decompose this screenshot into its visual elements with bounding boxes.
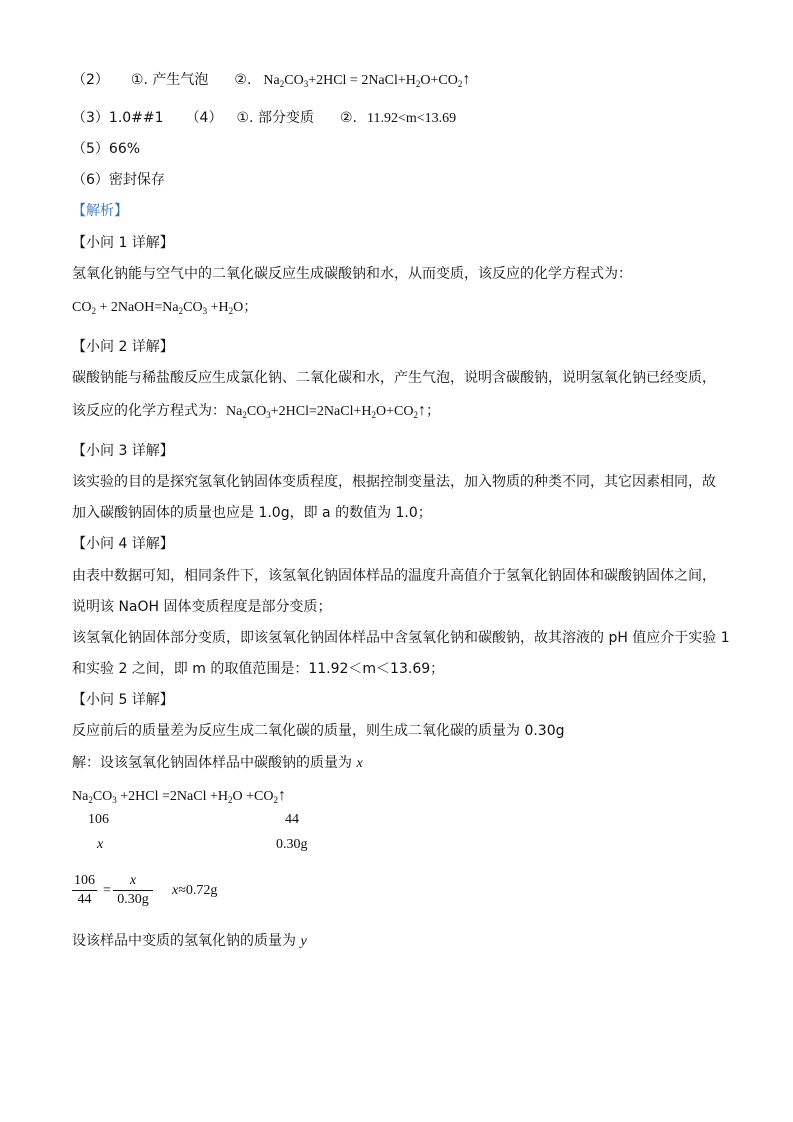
section-4-paragraph-3: 该氢氧化钠固体部分变质，即该氢氧化钠固体样品中含氢氧化钠和碳酸钠，故其溶液的 pH 值应介于实验 1 — [72, 630, 730, 646]
section-1-equation: $CO_2$ + $2NaOH=Na_2CO_3 +H_2O$； — [72, 300, 258, 316]
section-2-heading: 【小问 2 详解】 — [72, 339, 174, 355]
gas-arrow-icon: ↑ — [277, 787, 286, 804]
section-4-paragraph-2: 说明该 NaOH 固体变质程度是部分变质； — [72, 599, 332, 615]
answer-2-choice2-mark: ②. — [234, 72, 252, 88]
answer-4-choice1-mark: ①. — [236, 110, 254, 126]
molar-mass-na2co3: 106 — [88, 812, 109, 827]
section-3-paragraph-2: 加入碳酸钠固体的质量也应是 1.0g，即 a 的数值为 1.0； — [72, 505, 432, 521]
answer-2-choice1-text: 产生气泡 — [152, 72, 209, 88]
answer-4-number: （4） — [185, 110, 223, 126]
equals-sign: = — [103, 883, 111, 898]
section-1-heading: 【小问 1 详解】 — [72, 235, 174, 251]
answer-3-4-line — [72, 108, 456, 129]
answer-4-choice2-text: 11.92<m<13.69 — [366, 111, 457, 126]
section-4-heading: 【小问 4 详解】 — [72, 536, 174, 552]
answer-6-line: （6）密封保存 — [72, 172, 165, 188]
answer-2-choice1-mark: ①. — [130, 72, 148, 88]
unknown-mass-x: x — [97, 837, 104, 852]
section-2-equation: $Na_2CO_3+2HCl=2NaCl+H_2O+CO_2↑$ — [226, 402, 426, 420]
section-5-equation: $Na_2CO_3 +2HCl$ =2NaCl $+H_2O$ $+CO_2↑$ — [72, 787, 286, 805]
gas-arrow-icon: ↑ — [417, 402, 426, 419]
answer-2-line — [72, 70, 470, 91]
molar-mass-co2: 44 — [285, 812, 299, 827]
co2-mass: 0.30g — [276, 837, 308, 852]
section-5-heading: 【小问 5 详解】 — [72, 692, 174, 708]
section-5-paragraph-3: 设该样品中变质的氢氧化钠的质量为 y — [72, 933, 307, 949]
section-4-paragraph-4: 和实验 2 之间，即 m 的取值范围是：11.92＜m＜13.69； — [72, 661, 445, 677]
section-4-paragraph-1: 由表中数据可知，相同条件下，该氢氧化钠固体样品的温度升高值介于氢氧化钠固体和碳酸钠固体之间， — [72, 568, 716, 584]
answer-4-choice1-text: 部分变质 — [257, 110, 314, 126]
answer-3-number: （3） — [72, 110, 109, 126]
answer-3-value: 1.0##1 — [108, 110, 164, 126]
answer-2-number: （2） — [72, 72, 109, 88]
fraction-106-44: 106 44 — [74, 873, 95, 907]
gas-arrow-icon: ↑ — [462, 71, 471, 88]
section-2-paragraph-1: 碳酸钠能与稀盐酸反应生成氯化钠、二氧化碳和水，产生气泡，说明含碳酸钠，说明氢氧化钠已经变质， — [72, 370, 716, 386]
section-2-paragraph-2: 该反应的化学方程式为：$Na_2CO_3+2HCl=2NaCl+H_2O+CO_2↑$； — [72, 402, 440, 420]
section-1-paragraph: 氢氧化钠能与空气中的二氧化碳反应生成碳酸钠和水，从而变质，该反应的化学方程式为： — [72, 266, 632, 282]
answer-4-choice2-mark: ②. — [339, 110, 357, 126]
section-3-paragraph-1: 该实验的目的是探究氢氧化钠固体变质程度，根据控制变量法，加入物质的种类不同，其它因素相同，故 — [72, 474, 716, 490]
section-5-paragraph-1: 反应前后的质量差为反应生成二氧化碳的质量，则生成二氧化碳的质量为 0.30g — [72, 723, 565, 739]
section-3-heading: 【小问 3 详解】 — [72, 443, 174, 459]
answer-2-equation: $Na_2CO_3+2HCl$ = $2NaCl+H_2O+CO_2↑$ — [263, 71, 471, 89]
result-x-value: x≈0.72g — [172, 883, 218, 898]
section-5-paragraph-2: 解：设该氢氧化钠固体样品中碳酸钠的质量为 x — [72, 755, 363, 771]
fraction-x-0-30g: x 0.30g — [113, 872, 153, 909]
answer-5-line: （5）66% — [72, 141, 141, 157]
analysis-label: 【解析】 — [72, 203, 128, 219]
